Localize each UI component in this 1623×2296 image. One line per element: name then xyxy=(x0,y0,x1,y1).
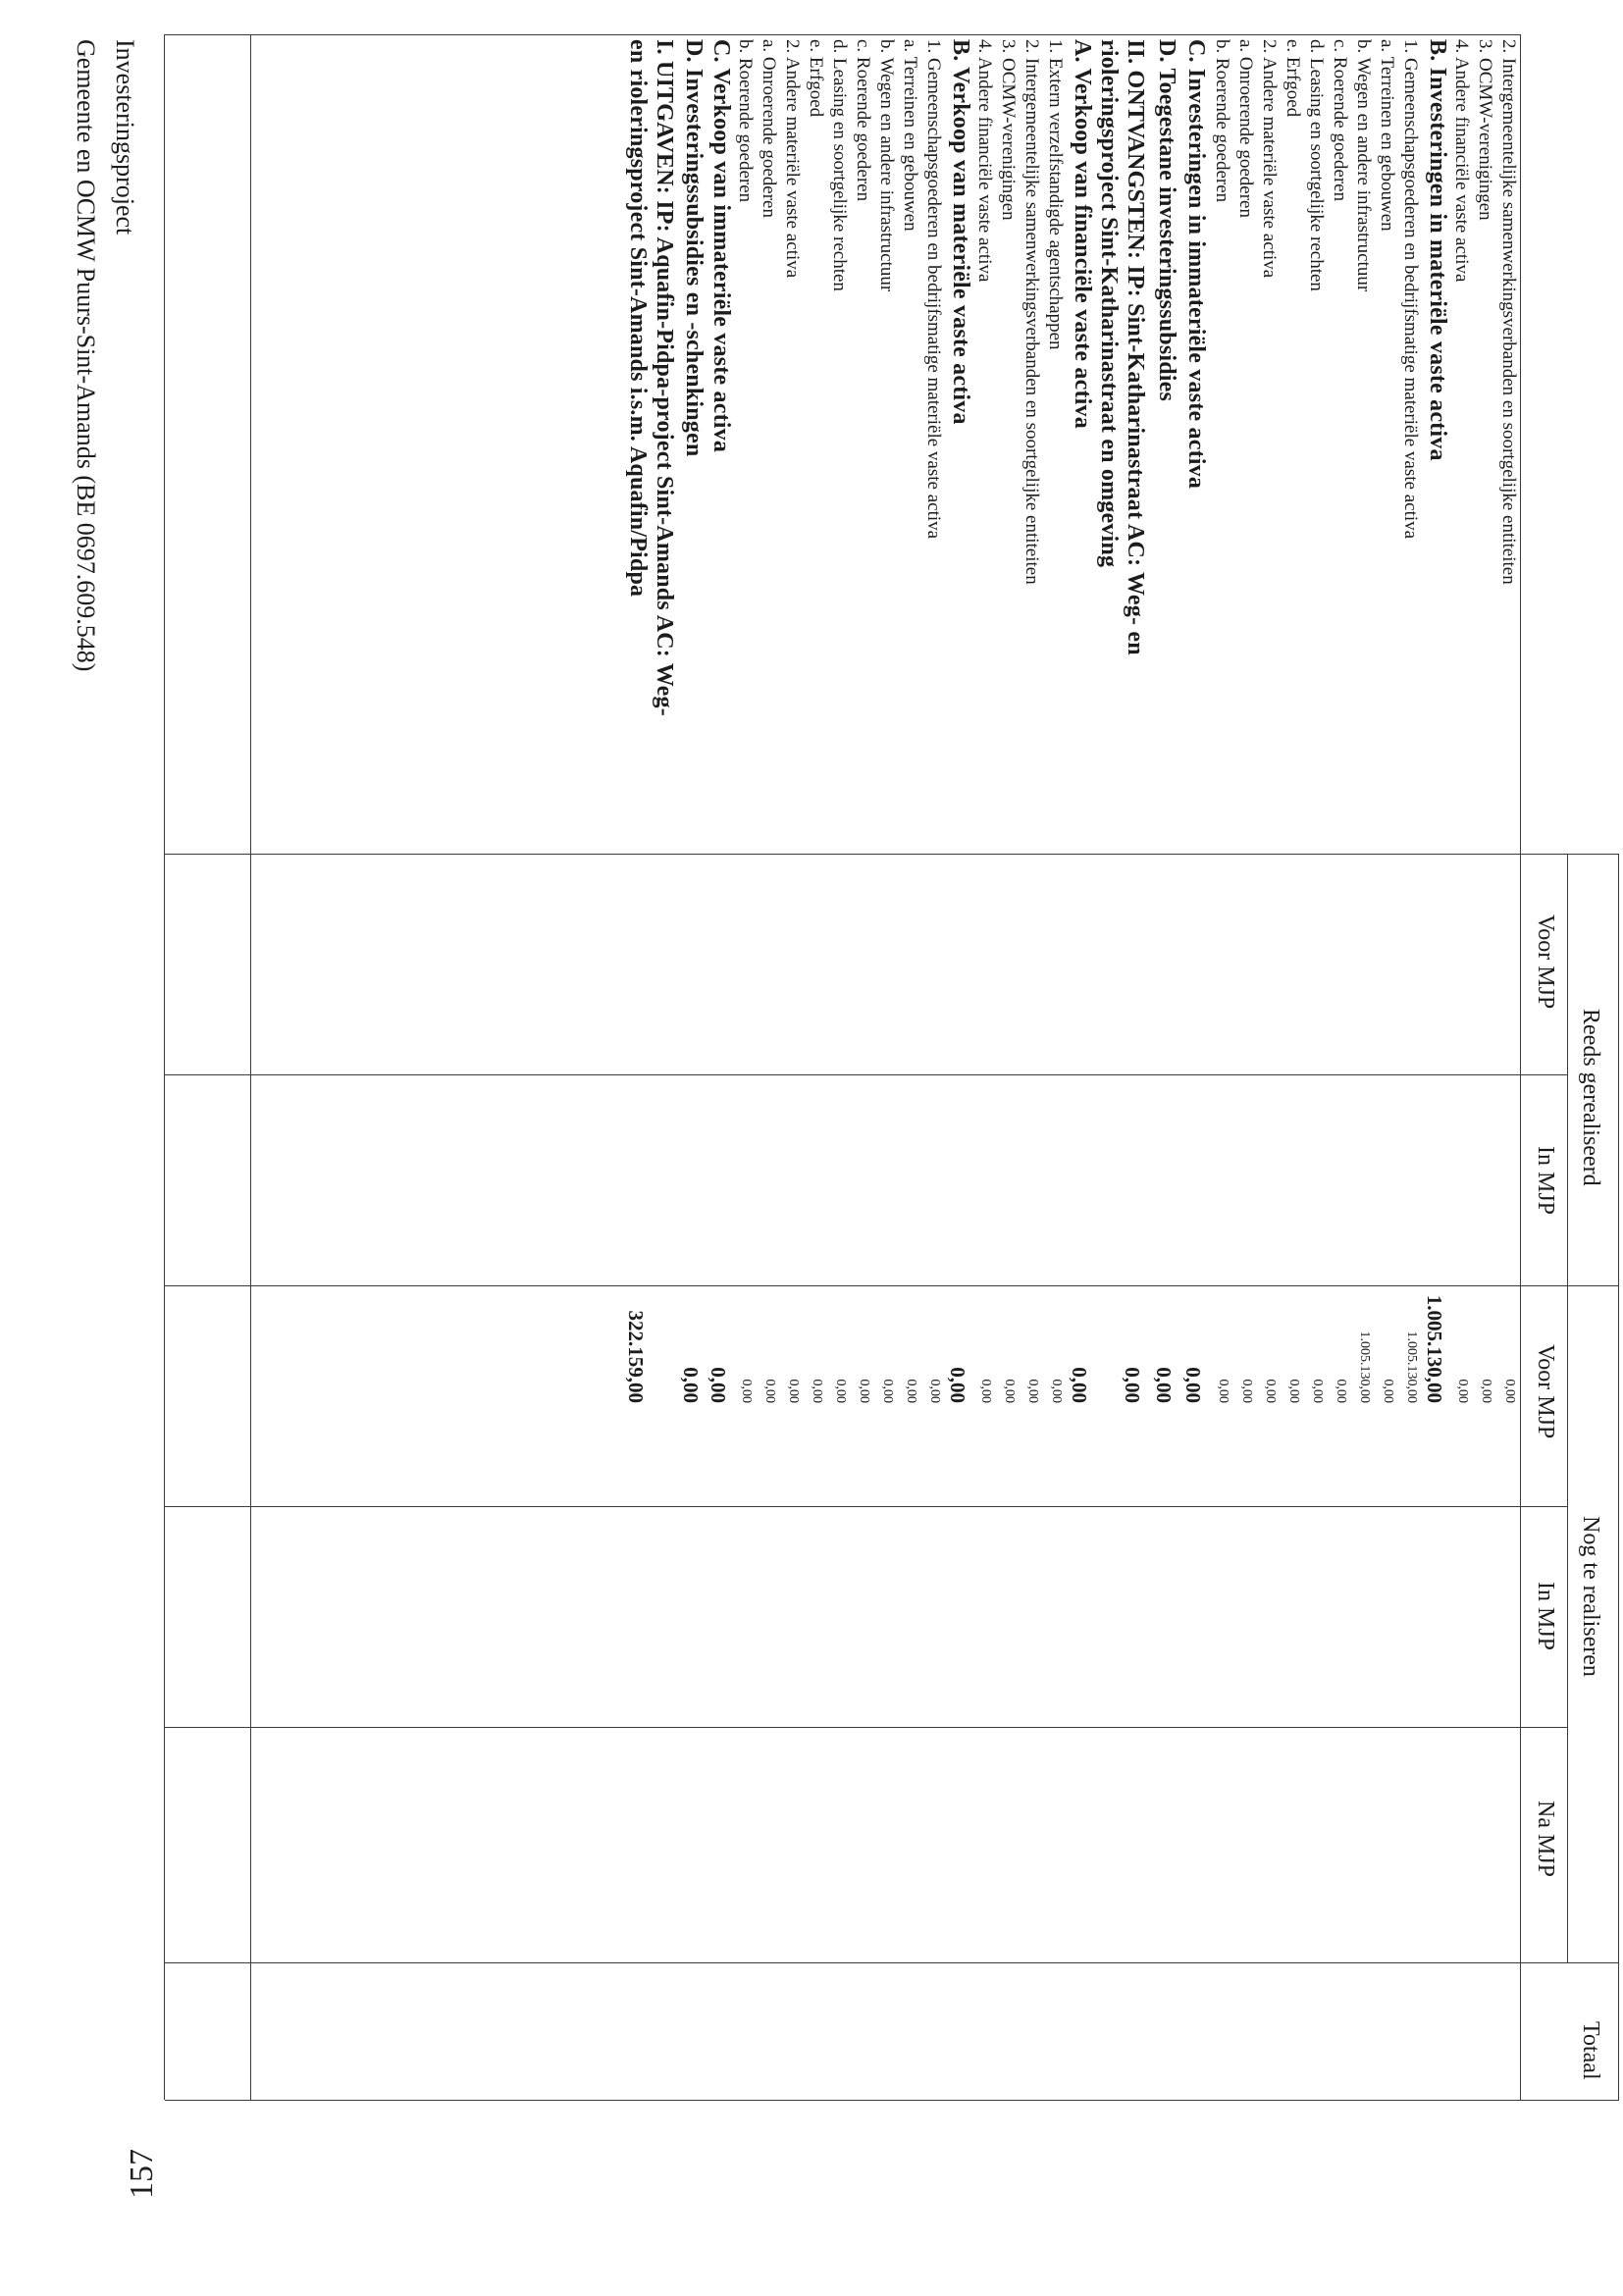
row-value: 0,00 xyxy=(1216,1379,1230,1403)
row-label: a. Terreinen en gebouwen xyxy=(900,39,920,232)
row-label: 2. Intergemeentelijke samenwerkingsverbanden en soortgelijke entiteiten xyxy=(1021,39,1042,585)
grid-line xyxy=(165,1506,1568,1507)
row-value: 0,00 xyxy=(1455,1379,1470,1403)
row-value: 0,00 xyxy=(1181,1367,1205,1403)
subheader-voor-mjp-1: Voor MJP xyxy=(1533,914,1558,1010)
grid-line xyxy=(165,1727,1568,1728)
row-label: 3. OCMW-verenigingen xyxy=(1475,39,1495,221)
row-value: 0,00 xyxy=(833,1379,848,1403)
row-label: e. Erfgoed xyxy=(806,39,826,118)
grid-line xyxy=(1567,854,1568,1962)
subheader-voor-mjp-2: Voor MJP xyxy=(1533,1344,1558,1439)
row-label: II. ONTVANGSTEN: IP: Sint-Katharinastraat AC: Weg- en rioleringsproject Sint-Katharinastraat en omgeving xyxy=(1096,39,1148,655)
row-value: 0,00 xyxy=(904,1379,918,1403)
row-label: 2. Andere materiële vaste activa xyxy=(1259,39,1280,279)
row-value: 0,00 xyxy=(786,1379,801,1403)
row-value: 0,00 xyxy=(679,1367,703,1403)
row-label: D. Toegestane investeringssubsidies xyxy=(1154,39,1179,402)
row-label: I. UITGAVEN: IP: Aquafin-Pidpa-project Sint-Amands AC: Weg- en rioleringsproject Sint-Amands i.s.m. Aquafin/Pidpa xyxy=(625,39,677,716)
entity-label: Gemeente en OCMW Puurs-Sint-Amands (BE 0697.609.548) xyxy=(72,39,100,672)
grid-line xyxy=(165,1074,1568,1075)
row-label: a. Terreinen en gebouwen xyxy=(1377,39,1397,232)
row-label: d. Leasing en soortgelijke rechten xyxy=(829,39,850,291)
header-totaal: Totaal xyxy=(1578,2021,1603,2080)
row-label: 3. OCMW-verenigingen xyxy=(998,39,1019,221)
row-label: 4. Andere financiële vaste activa xyxy=(1451,39,1472,283)
row-label: c. Roerende goederen xyxy=(853,39,873,202)
row-label: B. Verkoop van materiële vaste activa xyxy=(948,39,973,425)
row-label: a. Onroerende goederen xyxy=(1235,39,1256,218)
row-label: b. Wegen en andere infrastructuur xyxy=(876,39,897,292)
row-value: 1.005.130,00 xyxy=(1357,1331,1372,1403)
grid-line xyxy=(165,854,1619,855)
row-value: 0,00 xyxy=(810,1379,824,1403)
row-value: 322.159,00 xyxy=(624,1310,648,1403)
grid-line xyxy=(1520,34,1521,2100)
row-value: 0,00 xyxy=(1068,1367,1091,1403)
row-value: 0,00 xyxy=(1479,1379,1493,1403)
row-label: c. Roerende goederen xyxy=(1330,39,1350,202)
row-value: 0,00 xyxy=(1025,1379,1040,1403)
row-value: 0,00 xyxy=(946,1367,969,1403)
row-value: 0,00 xyxy=(1049,1379,1064,1403)
project-type-label: Investeringsproject xyxy=(111,39,139,235)
row-label: e. Erfgoed xyxy=(1283,39,1303,118)
row-value: 0,00 xyxy=(927,1379,942,1403)
row-label: b. Roerende goederen xyxy=(1212,39,1232,203)
page-number: 157 xyxy=(124,2149,160,2199)
row-value: 0,00 xyxy=(762,1379,777,1403)
row-value: 0,00 xyxy=(1152,1367,1176,1403)
row-label: B. Investeringen in materiële vaste activa xyxy=(1425,39,1450,461)
row-value: 0,00 xyxy=(1381,1379,1395,1403)
row-value: 1.005.130,00 xyxy=(1404,1331,1419,1403)
row-label: d. Leasing en soortgelijke rechten xyxy=(1306,39,1327,291)
row-label: b. Roerende goederen xyxy=(735,39,756,203)
subheader-in-mjp-2: In MJP xyxy=(1533,1582,1558,1651)
row-label: C. Investeringen in immateriële vaste activa xyxy=(1183,39,1209,490)
subheader-na-mjp: Na MJP xyxy=(1533,1800,1558,1878)
row-label: 1. Extern verzelfstandigde agentschappen xyxy=(1045,39,1066,350)
row-value: 0,00 xyxy=(857,1379,871,1403)
row-label: 1. Gemeenschapsgoederen en bedrijfsmatige materiële vaste activa xyxy=(1400,39,1421,540)
row-value: 1.005.130,00 xyxy=(1423,1294,1446,1403)
row-label: 2. Intergemeentelijke samenwerkingsverbanden en soortgelijke entiteiten xyxy=(1498,39,1519,585)
row-label: A. Verkoop van financiële vaste activa xyxy=(1070,39,1095,429)
row-value: 0,00 xyxy=(1239,1379,1254,1403)
row-value: 0,00 xyxy=(1334,1379,1348,1403)
row-value: 0,00 xyxy=(1263,1379,1278,1403)
row-value: 0,00 xyxy=(978,1379,993,1403)
row-value: 0,00 xyxy=(1310,1379,1325,1403)
subheader-in-mjp-1: In MJP xyxy=(1533,1146,1558,1216)
grid-line xyxy=(165,34,1521,35)
row-value: 0,00 xyxy=(1121,1367,1144,1403)
row-label: b. Wegen en andere infrastructuur xyxy=(1353,39,1374,292)
grid-line xyxy=(250,34,251,2100)
row-label: a. Onroerende goederen xyxy=(759,39,779,218)
header-reeds-gerealiseerd: Reeds gerealiseerd xyxy=(1578,1009,1603,1186)
row-value: 0,00 xyxy=(880,1379,895,1403)
row-value: 0,00 xyxy=(1502,1379,1517,1403)
row-value: 0,00 xyxy=(707,1367,730,1403)
grid-line xyxy=(164,34,165,2100)
header-nog-te-realiseren: Nog te realiseren xyxy=(1578,1516,1603,1677)
grid-line xyxy=(1618,854,1619,2100)
row-label: D. Investeringssubsidies en -schenkingen xyxy=(681,39,707,457)
grid-line xyxy=(165,1962,1619,1963)
row-value: 0,00 xyxy=(1002,1379,1017,1403)
row-value: 0,00 xyxy=(739,1379,754,1403)
row-label: 4. Andere financiële vaste activa xyxy=(974,39,995,283)
row-label: C. Verkoop van immateriële vaste activa xyxy=(708,39,734,453)
row-value: 0,00 xyxy=(1286,1379,1301,1403)
row-label: 1. Gemeenschapsgoederen en bedrijfsmatige materiële vaste activa xyxy=(923,39,944,540)
grid-line xyxy=(165,2100,1619,2101)
row-label: 2. Andere materiële vaste activa xyxy=(782,39,803,279)
